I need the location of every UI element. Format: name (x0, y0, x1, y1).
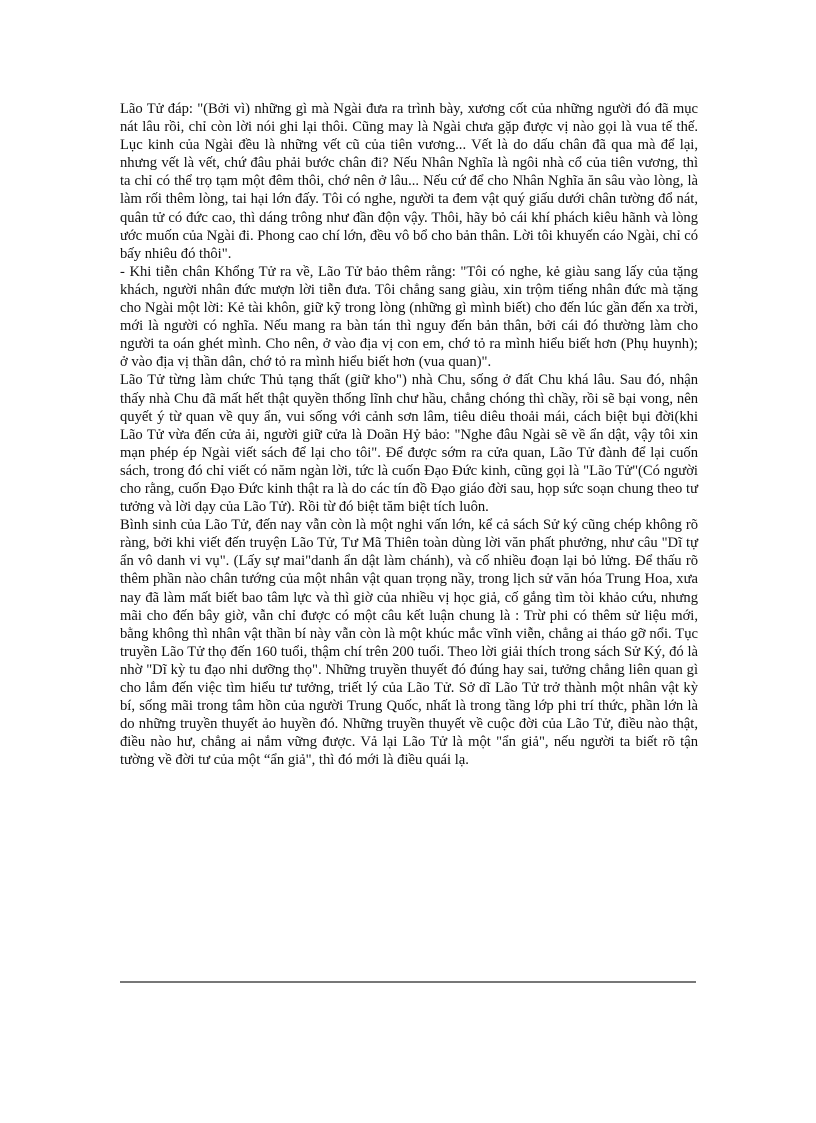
paragraph-biography-mystery: Bình sinh của Lão Tử, đến nay vẫn còn là một nghi vấn lớn, kể cả sách Sử ký cũng chép không rõ ràng, bởi khi viết đến truyện Lão Tử, Tư Mã Thiên toàn dùng lời văn phất phưởng, như câu "Dĩ tự ẩn vô danh vi vụ". (Lấy sự mai"danh ẩn dật làm chánh), và cố nhiều đoạn lại bỏ lửng. Để thấu rõ thêm phần nào chân tướng của một nhân vật quan trọng nầy, trong lịch sử văn hóa Trung Hoa, xưa nay đã làm mất biết bao tâm lực và thì giờ của nhiều vị học giả, cố gắng tìm tòi khảo cứu, nhưng mãi cho đến bây giờ, vẫn chỉ được có một câu kết luận chung là : Trừ phi có thêm sử liệu mới, bằng không thì nhân vật thần bí này vẫn còn là một khúc mắc vĩnh viễn, chẳng ai tháo gỡ nổi. Tục truyền Lão Tử thọ đến 160 tuổi, thậm chí trên 200 tuổi. Theo lời giải thích trong sách Sử Ký, đó là nhờ "Dĩ kỳ tu đạo nhi dưỡng thọ". Những truyền thuyết đó đúng hay sai, tưởng chẳng liên quan gì cho lắm đến việc tìm hiểu tư tưởng, triết lý của Lão Tử. Sở dĩ Lão Tử trở thành một nhân vật kỳ bí, sống mãi trong tâm hồn của người Trung Quốc, nhất là trong tầng lớp phi trí thức, phần lớn là do những truyền thuyết ảo huyền đó. Những truyền thuyết về cuộc đời của Lão Tử, điều nào thật, điều nào hư, chẳng ai nắm vững được. Vả lại Lão Tử là một "ẩn giả", nếu người ta biết rõ tận tường về đời tư của một “ẩn giả", thì đó mới là điều quái lạ. (120, 517, 698, 769)
body-text (120, 100, 698, 769)
paragraph-retirement: Lão Tử từng làm chức Thủ tạng thất (giữ kho") nhà Chu, sống ở đất Chu khá lâu. Sau đó, nhận thấy nhà Chu đã mất hết thật quyền thống lĩnh chư hầu, chẳng chóng thì chầy, rồi sẽ bại vong, nên quyết ý từ quan về quy ẩn, vui sống với cảnh sơn lâm, tiêu diêu thoải mái, cách biệt bụi đời(khi Lão Tử vừa đến cửa ải, người giữ cửa là Doãn Hỷ bảo: "Nghe đâu Ngài sẽ về ẩn dật, vậy tôi xin mạn phép ép Ngài viết sách để lại cho tôi". Để được sớm ra cửa quan, Lão Tử đành để lại cuốn sách, trong đó chỉ viết có năm ngàn lời, tức là cuốn Đạo Đức kinh, cũng gọi là "Lão Tử"(Có người cho rằng, cuốn Đạo Đức kinh thật ra là do các tín đồ Đạo giáo đời sau, họp sức soạn chung theo tư tưởng và lời dạy của Lão Tử). Rồi từ đó biệt tăm biệt tích luôn. (120, 372, 698, 516)
paragraph-lao-tu-reply: Lão Tử đáp: "(Bởi vì) những gì mà Ngài đưa ra trình bày, xương cốt của những người đó đã mục nát lâu rồi, chỉ còn lời nói ghi lại thôi. Cũng may là Ngài chưa gặp được vị nào gọi là vua tế thế. Lục kinh của Ngài đều là những vết cũ của tiên vương... Vết là do dấu chân đã qua mà để lại, nhưng vết là vết, chứ đâu phải bước chân đi? Nếu Nhân Nghĩa là ngôi nhà cổ của tiên vương, thì ta chỉ có thể trọ tạm một đêm thôi, chớ nên ở lâu... Nếu cứ để cho Nhân Nghĩa ăn sâu vào lòng, là làm rối thêm lòng, tai hại lớn đấy. Tôi có nghe, người ta đem vật quý giấu dưới chân tường đổ nát, quân tử có đức cao, thì dáng trông như đần độn vậy. Thôi, hãy bỏ cái khí phách kiêu hãnh và lòng ước muốn của Ngài đi. Phong cao chí lớn, đều vô bổ cho bản thân. Lời tôi khuyến cáo Ngài, chỉ có bấy nhiêu đó thôi". (120, 101, 698, 262)
paragraph-farewell-advice: - Khi tiễn chân Khổng Tử ra về, Lão Tử bảo thêm rằng: "Tôi có nghe, kẻ giàu sang lấy của tặng khách, người nhân đức mượn lời tiễn đưa. Tôi chẳng sang giàu, xin trộm tiếng nhân đức mà tặng cho Ngài một lời: Kẻ tài khôn, giữ kỹ trong lòng (những gì mình biết) cho đến lúc gần đến xa trời, mới là người có nghĩa. Nếu mang ra bàn tán thì nguy đến bản thân, bởi cái đó thường làm cho người ta oán ghét mình. Cho nên, ở vào địa vị con em, chớ tỏ ra mình hiểu biết hơn (Phụ huynh); ở vào địa vị thần dân, chớ tỏ ra mình hiểu biết hơn (vua quan)". (120, 263, 698, 371)
footer-divider (120, 981, 696, 983)
